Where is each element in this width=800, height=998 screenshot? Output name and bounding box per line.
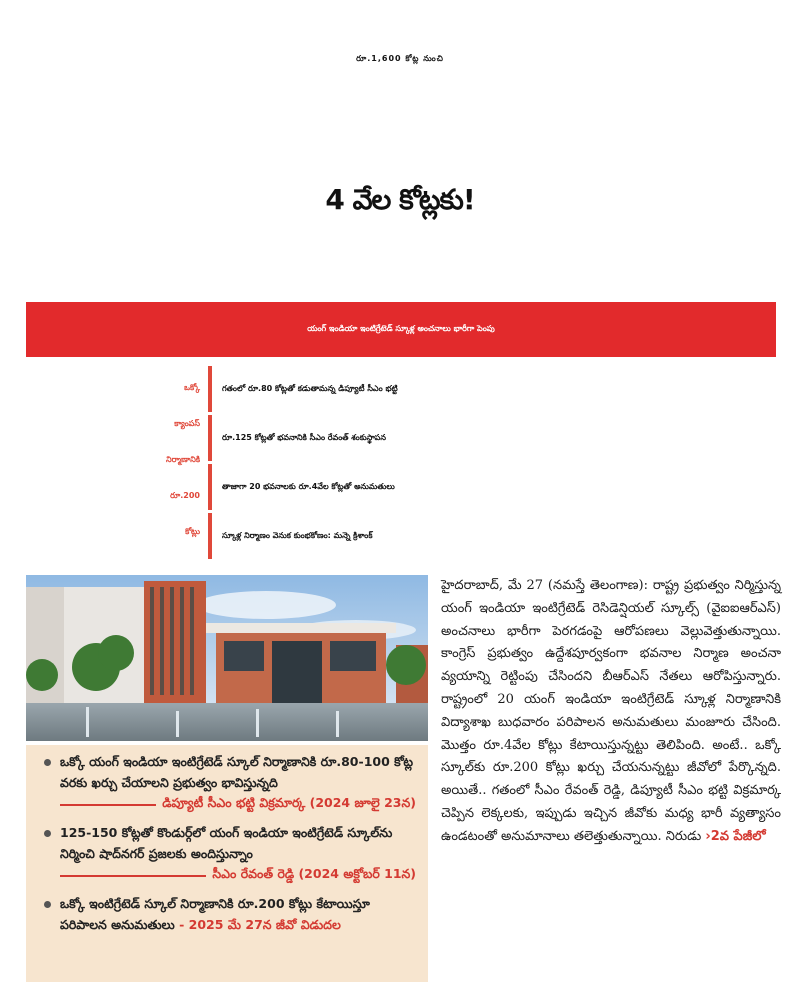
article-body <box>441 575 781 849</box>
bullet-icon <box>44 830 51 837</box>
divider <box>60 875 206 877</box>
continued-on-page-link <box>705 829 765 844</box>
bullet-icon <box>44 759 51 766</box>
continued-label: 2వ పేజీలో <box>710 828 766 844</box>
quote-text: ఒక్కో యంగ్ ఇండియా ఇంటిగ్రేటెడ్ స్కూల్ నిర్మాణానికి రూ.80-100 కోట్ల వరకు ఖర్చు చేయాలని ప్రభుత్వం భావిస్తున్నది <box>60 754 414 790</box>
headline-line-2: 4 వేల కోట్లకు! <box>325 183 475 216</box>
side-label-line: నిర్మాణానికి <box>165 455 200 464</box>
subheadline-banner: యంగ్ ఇండియా ఇంటిగ్రేటెడ్ స్కూళ్ల అంచనాలు భారీగా పెంపు <box>26 302 776 357</box>
quote-text <box>60 893 416 935</box>
quote-attribution <box>60 795 416 814</box>
key-point: రూ.125 కోట్లతో భవనానికి సీఎం రేవంత్ శంకుస్థాపన <box>208 415 778 461</box>
quote-author: సీఎం రేవంత్ రెడ్డి (2024 అక్టోబర్ 11న) <box>212 866 416 881</box>
key-point: స్కూళ్ల నిర్మాణం వెనుక కుంభకోణం: మన్నె క్రిశాంక్ <box>208 513 778 559</box>
side-label-line: కోట్లు <box>185 527 200 536</box>
quote-date: - 2025 మే 27న జీవో విడుదల <box>179 917 341 932</box>
side-label-line: క్యాంపస్ <box>174 419 200 428</box>
quote-author: డిప్యూటీ సీఎం భట్టి విక్రమార్క (2024 జూలై 23న) <box>162 795 416 810</box>
article-text: హైదరాబాద్, మే 27 (నమస్తే తెలంగాణ): రాష్ట్ర ప్రభుత్వం నిర్మిస్తున్న యంగ్ ఇండియా ఇంటిగ్రేటెడ్ రెసిడెన్షియల్ స్కూల్స్ (వైఐఐఆర్ఎస్) అంచనాలు భారీగా పెరగడంపై ఆరోపణలు వెల్లువెత్తుతున్నాయి. కాంగ్రెస్ ప్రభుత్వం ఉద్దేశపూర్వకంగా భవనాల నిర్మాణ అంచనా వ్యయాన్ని రెట్టింపు చేసిందని బీఆర్ఎస్ నేతలు ఆరోపిస్తున్నారు. రాష్ట్రంలో 20 యంగ్ ఇండియా ఇంటిగ్రేటెడ్ స్కూళ్ల నిర్మాణానికి విద్యాశాఖ బుధవారం పరిపాలన అనుమతులు మంజూరు చేసింది. మొత్తం రూ.4వేల కోట్లు కేటాయిస్తున్నట్టు తెలిపింది. అంటే.. ఒక్కో స్కూల్‌కు రూ.200 కోట్లు ఖర్చు చేయనున్నట్టు జీవోలో పేర్కొన్నది. అయితే.. గతంలో సీఎం రేవంత్ రెడ్డి, డిప్యూటీ సీఎం భట్టి విక్రమార్క చెప్పిన లెక్కలకు, ఇప్పుడు ఇచ్చిన జీవోకు మధ్య భారీ వ్యత్యాసం ఉండటంతో అనుమానాలు తలెత్తుతున్నాయి. నిరుడు <box>441 578 781 844</box>
quote-text: 125-150 కోట్లతో కొండుర్గ్‌లో యంగ్ ఇండియా ఇంటిగ్రేటెడ్ స్కూల్‌ను నిర్మించి షాద్‌నగర్ ప్రజలకు అందిస్తున్నాం <box>60 825 393 861</box>
divider <box>60 804 156 806</box>
key-point: తాజాగా 20 భవనాలకు రూ.4వేల కోట్లతో అనుమతులు <box>208 464 778 510</box>
key-point: గతంలో రూ.80 కోట్లతో కడుతామన్న డిప్యూటీ సీఎం భట్టి <box>208 366 778 412</box>
quote-item <box>44 751 416 814</box>
quote-item <box>44 822 416 885</box>
quotes-box <box>26 745 428 982</box>
key-points <box>208 366 778 562</box>
side-label <box>100 370 200 560</box>
quote-body: ఒక్కో ఇంటిగ్రేటెడ్ స్కూల్ నిర్మాణానికి రూ.200 కోట్లు కేటాయిస్తూ పరిపాలన అనుమతులు <box>60 896 370 932</box>
side-label-line: ఒక్కో <box>184 383 200 392</box>
quote-attribution <box>60 866 416 885</box>
quote-item <box>44 893 416 935</box>
headline-line-1: రూ.1,600 కోట్ల నుంచి <box>356 53 444 63</box>
bullet-icon <box>44 901 51 908</box>
chevron-right-icon: › <box>705 828 711 844</box>
school-building-photo <box>26 575 428 741</box>
side-label-line: రూ.200 <box>170 491 200 500</box>
